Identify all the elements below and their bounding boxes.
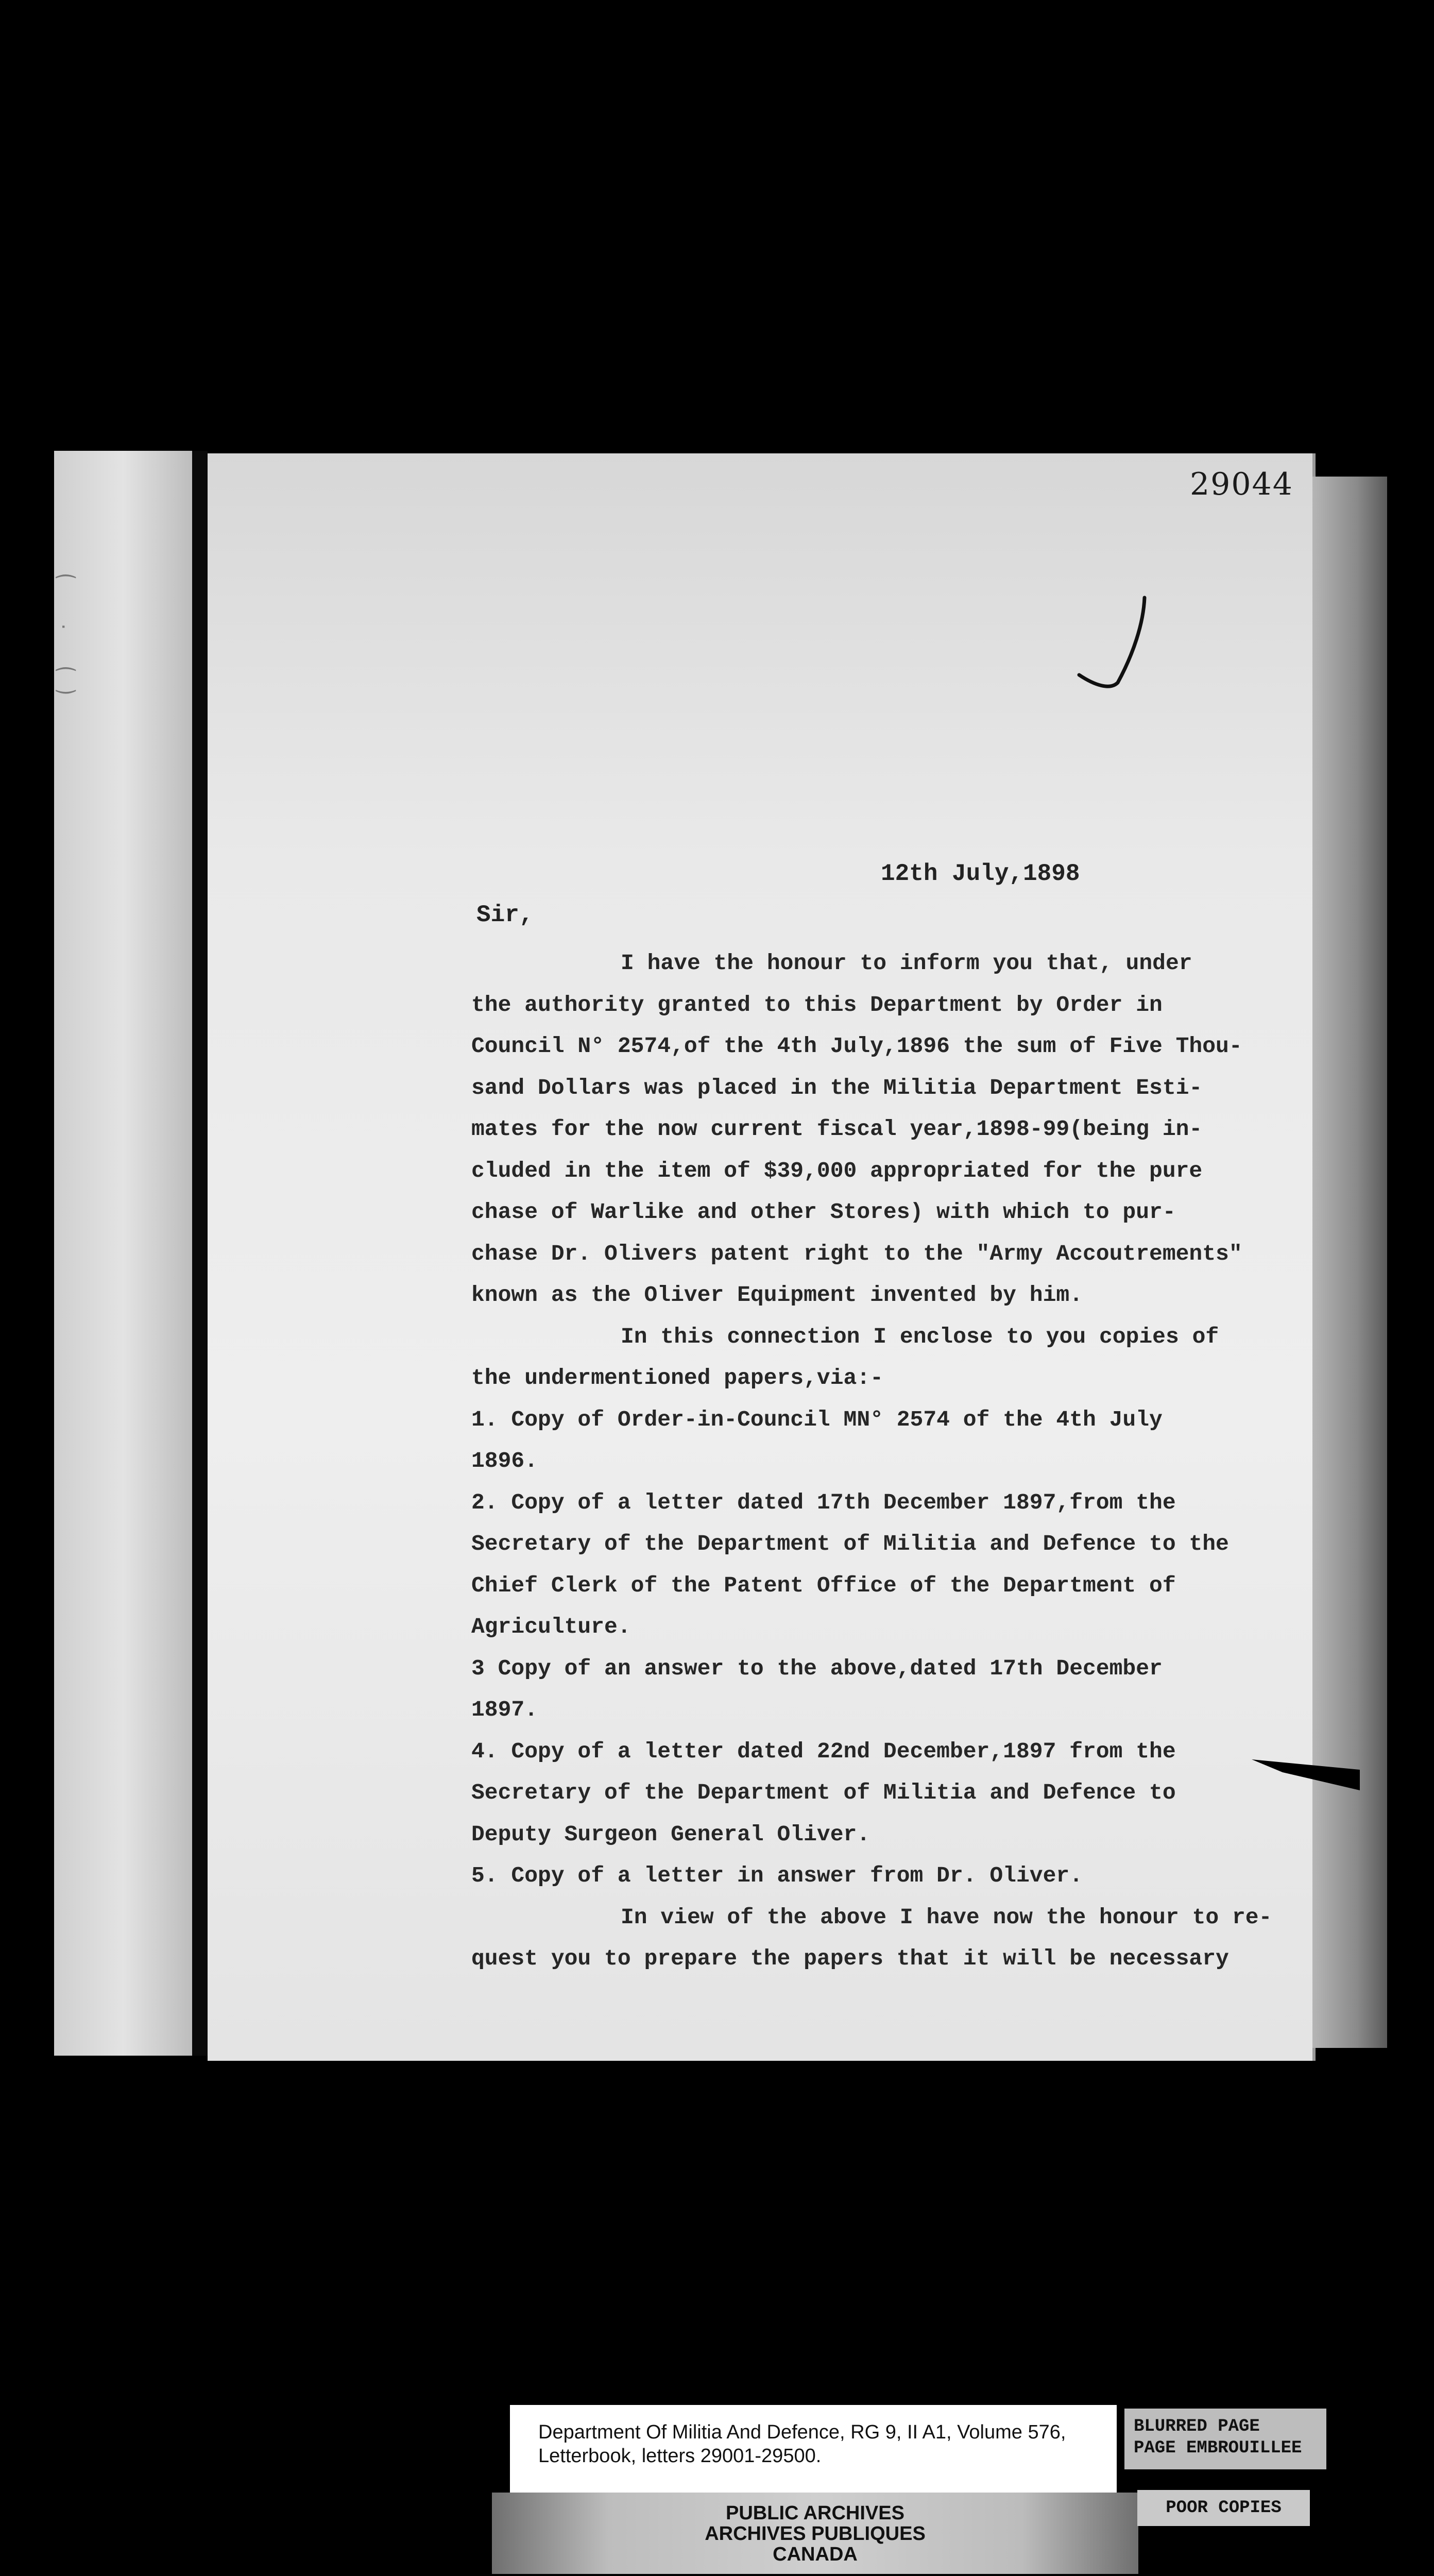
blurred-tag-line-2: PAGE EMBROUILLEE — [1134, 2438, 1302, 2458]
archive-stamp — [492, 2493, 1138, 2574]
letter-line: Chief Clerk of the Patent Office of the Department of — [471, 1572, 1176, 1598]
letter-line: known as the Oliver Equipment invented by him. — [471, 1282, 1083, 1308]
letter-line: Secretary of the Department of Militia and Defence to the — [471, 1531, 1229, 1556]
letter-line: 1. Copy of Order-in-Council MN° 2574 of the 4th July — [471, 1406, 1163, 1432]
letter-line: I have the honour to inform you that, under — [621, 951, 1192, 976]
letter-line: 4. Copy of a letter dated 22nd December,1897 from the — [471, 1738, 1176, 1764]
letter-line: In this connection I enclose to you copies of — [621, 1324, 1219, 1349]
binding-gap — [192, 451, 208, 2056]
archive-label-line-2: Letterbook, letters 29001-29500. — [538, 2445, 822, 2467]
letter-line: In view of the above I have now the honour to re- — [621, 1904, 1272, 1930]
letter-line: chase of Warlike and other Stores) with which to pur- — [471, 1199, 1176, 1225]
archive-stamp-line-1: PUBLIC ARCHIVES — [726, 2502, 904, 2524]
archive-stamp-line-2: ARCHIVES PUBLIQUES — [705, 2523, 926, 2545]
letter-line: 3 Copy of an answer to the above,dated 17th December — [471, 1655, 1163, 1681]
letter-line: 2. Copy of a letter dated 17th December 1897,from the — [471, 1489, 1176, 1515]
letter-line: mates for the now current fiscal year,1898-99(being in- — [471, 1116, 1203, 1142]
letter-date: 12th July,1898 — [881, 860, 1080, 887]
page-number: 29044 — [1190, 466, 1293, 502]
pen-tip-shadow — [1252, 1749, 1360, 1790]
letter-line: 1896. — [471, 1448, 538, 1473]
letter-line: chase Dr. Olivers patent right to the "Army Accoutrements" — [471, 1241, 1242, 1266]
blurred-page-tag — [1124, 2409, 1326, 2469]
page-edge — [1312, 477, 1387, 2048]
letter-line: sand Dollars was placed in the Militia Department Esti- — [471, 1075, 1203, 1100]
letter-line: Secretary of the Department of Militia and Defence to — [471, 1780, 1176, 1805]
archive-label-line-1: Department Of Militia And Defence, RG 9, II A1, Volume 576, — [538, 2421, 1066, 2443]
letter-line: Agriculture. — [471, 1614, 631, 1639]
salutation: Sir, — [476, 902, 534, 928]
letter-line: Deputy Surgeon General Oliver. — [471, 1821, 870, 1847]
blurred-tag-line-1: BLURRED PAGE — [1134, 2417, 1260, 2436]
binding-marks: ⁀ ˙ ⁐ — [57, 577, 75, 696]
letter-line: Council N° 2574,of the 4th July,1896 the sum of Five Thou- — [471, 1033, 1242, 1059]
letter-line: quest you to prepare the papers that it will be necessary — [471, 1946, 1229, 1971]
poor-copies-tag: POOR COPIES — [1137, 2490, 1310, 2526]
letter-line: the authority granted to this Department by Order in — [471, 992, 1163, 1018]
letter-line: cluded in the item of $39,000 appropriated for the pure — [471, 1158, 1203, 1183]
archive-reference-label — [510, 2405, 1117, 2493]
letter-line: the undermentioned papers,via:- — [471, 1365, 883, 1391]
letter-body — [471, 943, 1275, 1980]
archive-stamp-line-3: CANADA — [773, 2544, 858, 2565]
letter-line: 1897. — [471, 1697, 538, 1722]
check-mark-icon — [1071, 592, 1154, 696]
letter-line: 5. Copy of a letter in answer from Dr. Oliver. — [471, 1863, 1083, 1888]
